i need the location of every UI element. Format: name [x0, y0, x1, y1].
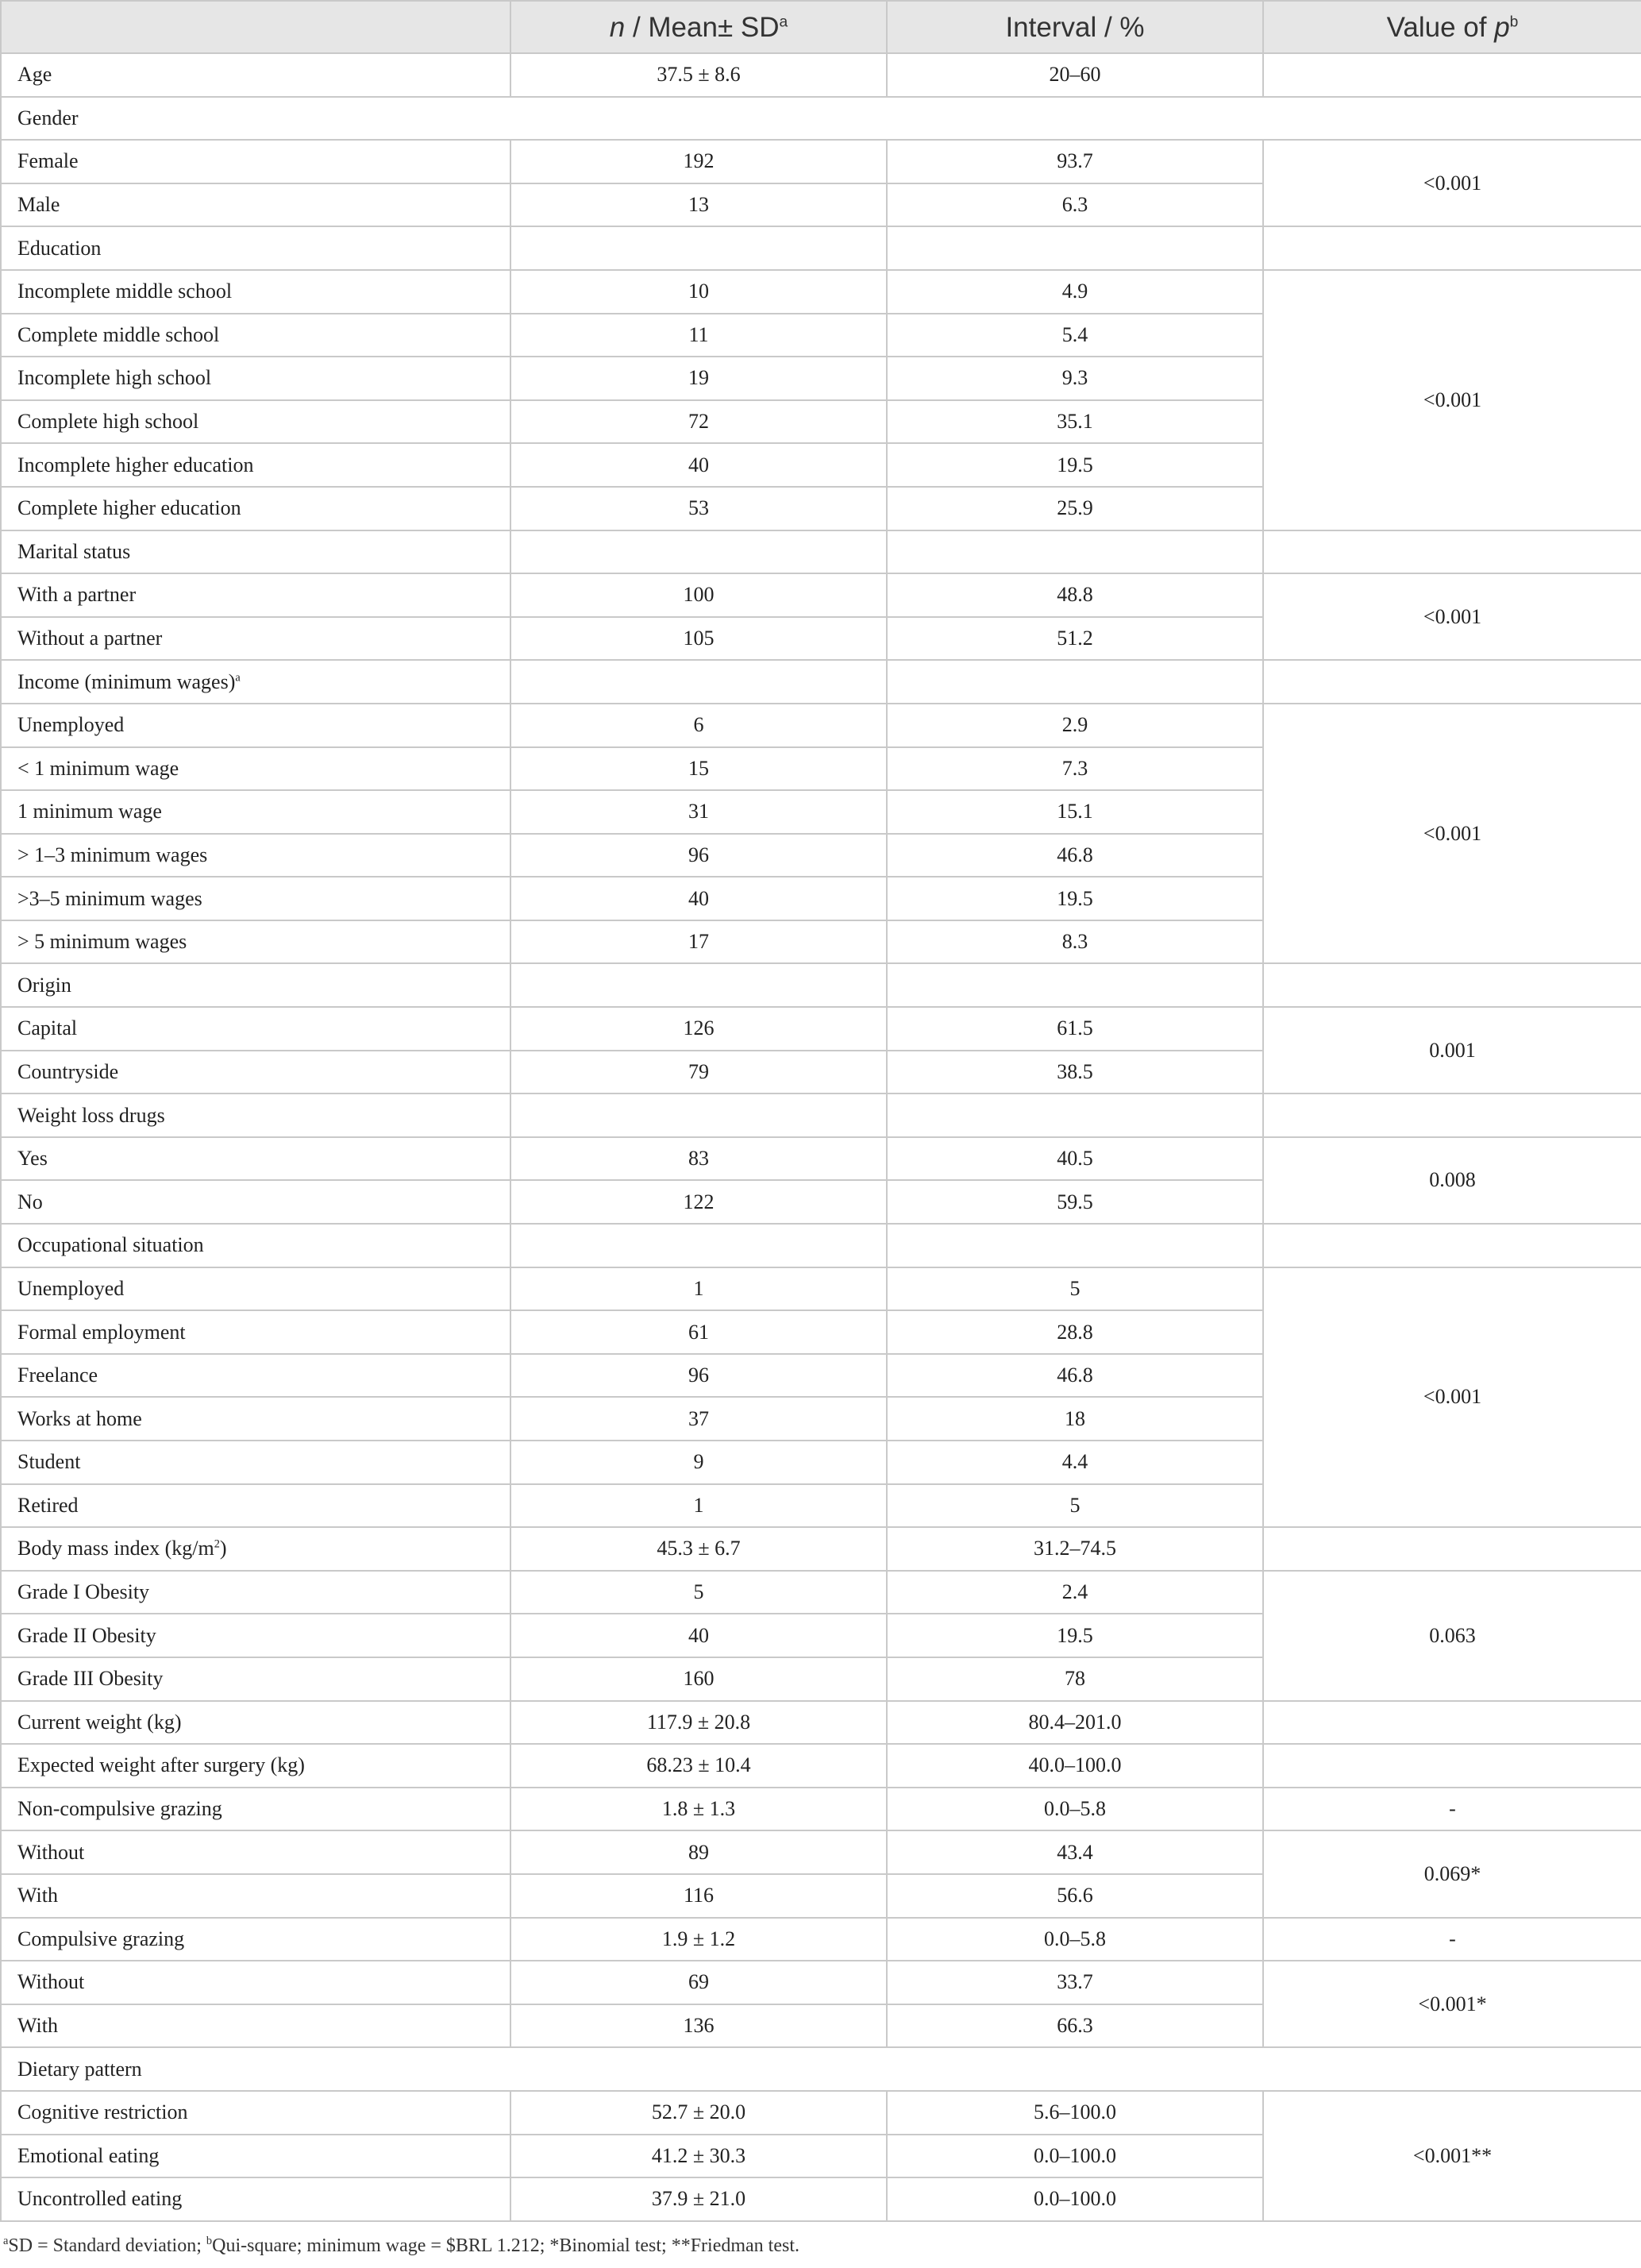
table-row [1, 2091, 1641, 2135]
cell-interval: 5.4 [887, 314, 1263, 357]
cell-n-mean-sd: 19 [510, 357, 887, 400]
cell-p-value: <0.001 [1263, 270, 1641, 530]
row-label-text: < 1 minimum wage [17, 756, 179, 780]
table-row [1, 226, 1641, 270]
row-label-suffix: ) [219, 1537, 227, 1560]
cell-interval: 38.5 [887, 1051, 1263, 1094]
row-label-text: >3–5 minimum wages [17, 886, 202, 910]
row-label-sup: 2 [214, 1537, 220, 1551]
cell-interval: 15.1 [887, 790, 1263, 834]
cell-p-value [1263, 963, 1641, 1007]
row-label-text: With a partner [17, 583, 137, 607]
row-label [1, 1224, 510, 1267]
table-body [1, 53, 1641, 2221]
row-label-text: Complete higher education [17, 496, 241, 520]
row-label-text: Grade III Obesity [17, 1667, 164, 1691]
cell-n-mean-sd: 40 [510, 1614, 887, 1657]
cell-p-value [1263, 1094, 1641, 1137]
row-label [1, 2135, 510, 2178]
row-label [1, 660, 510, 704]
row-label-text: Gender [17, 106, 79, 129]
cell-p-value: <0.001 [1263, 1267, 1641, 1528]
table-row [1, 1571, 1641, 1614]
cell-interval: 31.2–74.5 [887, 1527, 1263, 1571]
cell-interval: 0.0–100.0 [887, 2177, 1263, 2221]
cell-n-mean-sd: 1 [510, 1484, 887, 1528]
cell-interval: 9.3 [887, 357, 1263, 400]
row-label-text: Incomplete middle school [17, 280, 233, 303]
row-label-text: > 5 minimum wages [17, 930, 187, 954]
row-label [1, 314, 510, 357]
row-label-text: Expected weight after surgery (kg) [17, 1753, 305, 1777]
cell-interval: 93.7 [887, 140, 1263, 183]
row-label [1, 443, 510, 487]
header-interval: Interval / % [887, 1, 1263, 53]
row-label-text: Without [17, 1840, 85, 1864]
row-label-text: Without [17, 1970, 85, 1994]
cell-interval [887, 530, 1263, 574]
cell-interval: 5 [887, 1267, 1263, 1311]
cell-p-value: <0.001 [1263, 140, 1641, 226]
cell-interval [887, 963, 1263, 1007]
cell-interval: 46.8 [887, 834, 1263, 878]
cell-p-value: <0.001 [1263, 704, 1641, 964]
cell-n-mean-sd: 52.7 ± 20.0 [510, 2091, 887, 2135]
header-p-italic: p [1494, 11, 1510, 43]
table-row [1, 97, 1641, 141]
header-p-prefix: Value of [1386, 11, 1495, 43]
row-label-text: 1 minimum wage [17, 800, 162, 824]
row-label [1, 1310, 510, 1354]
row-label-text: Education [17, 236, 102, 260]
cell-n-mean-sd: 40 [510, 877, 887, 920]
table-row [1, 140, 1641, 183]
row-label-text: Yes [17, 1147, 48, 1171]
cell-n-mean-sd [510, 1094, 887, 1137]
row-label [1, 530, 510, 574]
cell-interval: 0.0–5.8 [887, 1788, 1263, 1831]
row-label-text: Incomplete higher education [17, 453, 254, 476]
row-label-text: Incomplete high school [17, 366, 212, 390]
row-label [1, 2004, 510, 2048]
cell-interval: 6.3 [887, 183, 1263, 227]
footnote-sup-b: b [206, 2235, 213, 2247]
cell-interval: 2.9 [887, 704, 1263, 747]
cell-p-value: <0.001 [1263, 573, 1641, 660]
cell-n-mean-sd: 192 [510, 140, 887, 183]
row-label-text: Without a partner [17, 627, 163, 650]
cell-n-mean-sd: 13 [510, 183, 887, 227]
cell-interval: 28.8 [887, 1310, 1263, 1354]
footnote-sup-a: a [3, 2235, 9, 2247]
table-row [1, 1961, 1641, 2004]
row-label [1, 1571, 510, 1614]
cell-p-value: 0.069* [1263, 1830, 1641, 1917]
cell-interval [887, 660, 1263, 704]
row-label-text: Occupational situation [17, 1233, 204, 1257]
header-row [1, 1, 1641, 53]
row-label-text: Age [17, 63, 52, 87]
header-sup-b: b [1509, 13, 1519, 30]
cell-n-mean-sd: 5 [510, 1571, 887, 1614]
cell-p-value [1263, 1527, 1641, 1571]
cell-interval: 61.5 [887, 1007, 1263, 1051]
row-label [1, 97, 1641, 141]
row-label [1, 1484, 510, 1528]
row-label-text: No [17, 1190, 43, 1213]
row-label [1, 1874, 510, 1918]
footnote-text-2: Qui-square; minimum wage = $BRL 1.212; *Binomial test; **Friedman test. [212, 2235, 800, 2256]
cell-p-value [1263, 1744, 1641, 1788]
cell-n-mean-sd: 37 [510, 1397, 887, 1441]
table-row [1, 270, 1641, 314]
cell-interval [887, 226, 1263, 270]
cell-n-mean-sd: 79 [510, 1051, 887, 1094]
row-label [1, 357, 510, 400]
table-row [1, 53, 1641, 97]
cell-n-mean-sd [510, 530, 887, 574]
cell-interval: 43.4 [887, 1830, 1263, 1874]
table-row [1, 1527, 1641, 1571]
table-row [1, 1224, 1641, 1267]
row-label-text: Freelance [17, 1364, 98, 1387]
cell-interval: 46.8 [887, 1354, 1263, 1398]
row-label [1, 1614, 510, 1657]
cell-interval: 18 [887, 1397, 1263, 1441]
row-label-text: Weight loss drugs [17, 1103, 165, 1127]
table-row [1, 1918, 1641, 1961]
cell-interval: 5.6–100.0 [887, 2091, 1263, 2135]
table-row [1, 1788, 1641, 1831]
cell-n-mean-sd: 45.3 ± 6.7 [510, 1527, 887, 1571]
row-label [1, 2091, 510, 2135]
cell-p-value [1263, 660, 1641, 704]
cell-interval [887, 1094, 1263, 1137]
row-label-text: Non-compulsive grazing [17, 1797, 222, 1821]
table-header [1, 1, 1641, 53]
table-footnote [3, 2235, 799, 2257]
cell-n-mean-sd: 37.5 ± 8.6 [510, 53, 887, 97]
table-row [1, 1267, 1641, 1311]
row-label [1, 1830, 510, 1874]
cell-n-mean-sd: 37.9 ± 21.0 [510, 2177, 887, 2221]
cell-n-mean-sd: 6 [510, 704, 887, 747]
cell-n-mean-sd [510, 1224, 887, 1267]
row-label [1, 617, 510, 661]
cell-interval: 48.8 [887, 573, 1263, 617]
footnote-text-1: SD = Standard deviation; [8, 2235, 206, 2256]
row-label-text: Grade II Obesity [17, 1623, 156, 1647]
row-label-text: With [17, 1884, 58, 1907]
row-label-text: Uncontrolled eating [17, 2187, 183, 2211]
table-row [1, 530, 1641, 574]
cell-n-mean-sd: 1 [510, 1267, 887, 1311]
cell-n-mean-sd: 100 [510, 573, 887, 617]
row-label [1, 2047, 1641, 2091]
cell-interval: 25.9 [887, 487, 1263, 530]
cell-interval: 8.3 [887, 920, 1263, 964]
table-row [1, 2047, 1641, 2091]
cell-n-mean-sd: 126 [510, 1007, 887, 1051]
cell-p-value: 0.063 [1263, 1571, 1641, 1701]
row-label [1, 1701, 510, 1745]
cell-p-value: <0.001* [1263, 1961, 1641, 2047]
cell-interval: 4.4 [887, 1441, 1263, 1484]
row-label [1, 53, 510, 97]
row-label [1, 1527, 510, 1571]
cell-n-mean-sd: 31 [510, 790, 887, 834]
row-label [1, 1007, 510, 1051]
cell-interval: 0.0–5.8 [887, 1918, 1263, 1961]
cell-interval: 78 [887, 1657, 1263, 1701]
cell-n-mean-sd: 1.8 ± 1.3 [510, 1788, 887, 1831]
cell-interval: 35.1 [887, 400, 1263, 444]
cell-interval: 33.7 [887, 1961, 1263, 2004]
row-label [1, 1137, 510, 1181]
cell-interval: 20–60 [887, 53, 1263, 97]
table-row [1, 1007, 1641, 1051]
cell-interval: 51.2 [887, 617, 1263, 661]
cell-n-mean-sd: 61 [510, 1310, 887, 1354]
cell-n-mean-sd: 96 [510, 1354, 887, 1398]
cell-n-mean-sd: 72 [510, 400, 887, 444]
row-label-text: Grade I Obesity [17, 1580, 150, 1604]
cell-interval: 59.5 [887, 1180, 1263, 1224]
row-label [1, 226, 510, 270]
cell-p-value: - [1263, 1788, 1641, 1831]
cell-interval: 5 [887, 1484, 1263, 1528]
cell-n-mean-sd: 11 [510, 314, 887, 357]
row-label [1, 1961, 510, 2004]
row-label-text: Unemployed [17, 1276, 125, 1300]
cell-n-mean-sd: 53 [510, 487, 887, 530]
row-label [1, 1354, 510, 1398]
row-label-text: > 1–3 minimum wages [17, 843, 208, 866]
cell-interval: 80.4–201.0 [887, 1701, 1263, 1745]
cell-n-mean-sd [510, 226, 887, 270]
row-label [1, 1918, 510, 1961]
cell-n-mean-sd: 1.9 ± 1.2 [510, 1918, 887, 1961]
table-row [1, 963, 1641, 1007]
cell-p-value [1263, 53, 1641, 97]
cell-n-mean-sd: 41.2 ± 30.3 [510, 2135, 887, 2178]
cell-p-value: - [1263, 1918, 1641, 1961]
row-label-text: Countryside [17, 1059, 119, 1083]
cell-interval: 40.0–100.0 [887, 1744, 1263, 1788]
row-label [1, 1657, 510, 1701]
table-row [1, 573, 1641, 617]
table-row [1, 1094, 1641, 1137]
header-sup-a: a [779, 13, 788, 30]
row-label [1, 834, 510, 878]
table-row [1, 704, 1641, 747]
table-row [1, 1137, 1641, 1181]
row-label [1, 2177, 510, 2221]
cell-interval: 19.5 [887, 877, 1263, 920]
cell-interval [887, 1224, 1263, 1267]
cell-p-value [1263, 226, 1641, 270]
row-label-text: Body mass index (kg/m [17, 1537, 214, 1560]
cell-interval: 2.4 [887, 1571, 1263, 1614]
row-label [1, 400, 510, 444]
cell-n-mean-sd: 9 [510, 1441, 887, 1484]
table-row [1, 660, 1641, 704]
cell-interval: 56.6 [887, 1874, 1263, 1918]
cell-n-mean-sd: 96 [510, 834, 887, 878]
row-label-text: Marital status [17, 539, 131, 563]
cell-p-value: 0.008 [1263, 1137, 1641, 1224]
cell-n-mean-sd: 122 [510, 1180, 887, 1224]
row-label-text: Current weight (kg) [17, 1710, 182, 1734]
row-label-text: Origin [17, 973, 71, 997]
table-row [1, 1701, 1641, 1745]
cell-n-mean-sd: 40 [510, 443, 887, 487]
cell-n-mean-sd: 136 [510, 2004, 887, 2048]
row-label-text: Female [17, 149, 79, 173]
row-label [1, 1094, 510, 1137]
row-label [1, 790, 510, 834]
row-label-text: With [17, 2014, 58, 2038]
row-label [1, 877, 510, 920]
cell-n-mean-sd [510, 660, 887, 704]
row-label-text: Student [17, 1450, 81, 1474]
cell-interval: 66.3 [887, 2004, 1263, 2048]
cell-n-mean-sd: 15 [510, 747, 887, 791]
cell-n-mean-sd [510, 963, 887, 1007]
row-label [1, 183, 510, 227]
row-label [1, 920, 510, 964]
cell-n-mean-sd: 68.23 ± 10.4 [510, 1744, 887, 1788]
row-label [1, 1051, 510, 1094]
cell-interval: 19.5 [887, 1614, 1263, 1657]
cell-n-mean-sd: 10 [510, 270, 887, 314]
row-label-text: Income (minimum wages) [17, 669, 236, 693]
row-label-sup: a [235, 670, 241, 684]
cell-p-value [1263, 1701, 1641, 1745]
cell-interval: 7.3 [887, 747, 1263, 791]
row-label [1, 1441, 510, 1484]
row-label [1, 1788, 510, 1831]
cell-n-mean-sd: 17 [510, 920, 887, 964]
row-label [1, 747, 510, 791]
row-label [1, 1267, 510, 1311]
row-label-text: Formal employment [17, 1320, 186, 1344]
row-label-text: Cognitive restriction [17, 2100, 188, 2124]
row-label [1, 140, 510, 183]
cell-p-value: 0.001 [1263, 1007, 1641, 1094]
cell-p-value [1263, 1224, 1641, 1267]
row-label [1, 573, 510, 617]
cell-n-mean-sd: 105 [510, 617, 887, 661]
header-n-italic: n [609, 11, 626, 43]
cell-n-mean-sd: 69 [510, 1961, 887, 2004]
row-label-text: Complete middle school [17, 322, 220, 346]
row-label [1, 963, 510, 1007]
cell-interval: 40.5 [887, 1137, 1263, 1181]
cell-p-value: <0.001** [1263, 2091, 1641, 2221]
row-label [1, 1180, 510, 1224]
cell-interval: 19.5 [887, 443, 1263, 487]
cell-n-mean-sd: 83 [510, 1137, 887, 1181]
row-label [1, 1744, 510, 1788]
cell-n-mean-sd: 160 [510, 1657, 887, 1701]
table-row [1, 1744, 1641, 1788]
header-mean-sd-text: / Mean± SD [625, 11, 780, 43]
row-label [1, 487, 510, 530]
row-label-text: Capital [17, 1016, 78, 1040]
row-label-text: Male [17, 193, 60, 217]
row-label-text: Compulsive grazing [17, 1927, 185, 1950]
cell-interval: 0.0–100.0 [887, 2135, 1263, 2178]
row-label [1, 1397, 510, 1441]
row-label-text: Unemployed [17, 713, 125, 737]
cell-p-value [1263, 530, 1641, 574]
cell-interval: 4.9 [887, 270, 1263, 314]
row-label-text: Dietary pattern [17, 2057, 142, 2081]
row-label-text: Retired [17, 1493, 79, 1517]
row-label-text: Complete high school [17, 410, 199, 434]
header-p-value [1263, 1, 1641, 53]
row-label-text: Emotional eating [17, 2143, 160, 2167]
row-label [1, 704, 510, 747]
header-n-mean-sd [510, 1, 887, 53]
cell-n-mean-sd: 117.9 ± 20.8 [510, 1701, 887, 1745]
cell-n-mean-sd: 116 [510, 1874, 887, 1918]
table-row [1, 1830, 1641, 1874]
row-label [1, 270, 510, 314]
header-variable [1, 1, 510, 53]
row-label-text: Works at home [17, 1406, 142, 1430]
cell-n-mean-sd: 89 [510, 1830, 887, 1874]
